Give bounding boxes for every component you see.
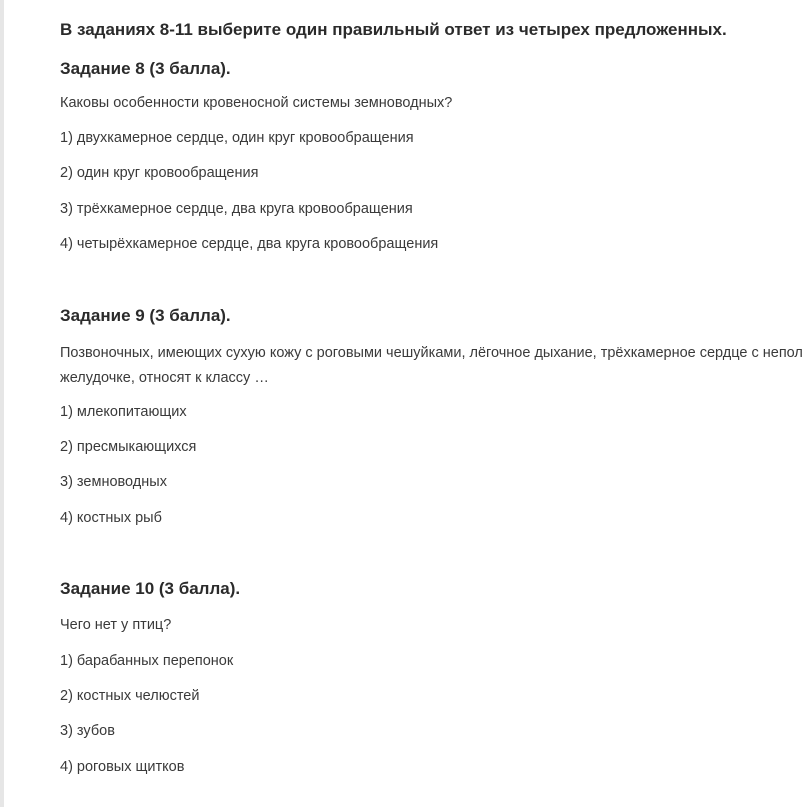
task-10-option-2: 2) костных челюстей [60,688,200,704]
task-9-option-2: 2) пресмыкающихся [60,439,197,455]
task-10-option-1: 1) барабанных перепонок [60,653,234,669]
task-10-option-4: 4) роговых щитков [60,759,185,775]
task-8-option-4: 4) четырёхкамерное сердце, два круга кровообращения [60,236,439,252]
task-9-option-3: 3) земноводных [60,474,167,490]
task-8-title: Задание 8 (3 балла). [60,59,231,78]
page-left-border [0,0,4,807]
task-8-option-2: 2) один круг кровообращения [60,165,259,181]
task-9-question-line-2: желудочке, относят к классу … [60,370,269,386]
task-9-question [60,341,807,391]
task-10-option-3: 3) зубов [60,723,115,739]
task-10-title: Задание 10 (3 балла). [60,579,241,598]
task-8-option-1: 1) двухкамерное сердце, один круг кровообращения [60,130,414,146]
instructions-heading: В заданиях 8-11 выберите один правильный ответ из четырех предложенных. [60,20,727,39]
task-9-option-1: 1) млекопитающих [60,404,187,420]
task-9-option-4: 4) костных рыб [60,510,162,526]
task-10-question: Чего нет у птиц? [60,617,172,633]
task-9-question-line-1: Позвоночных, имеющих сухую кожу с роговыми чешуйками, лёгочное дыхание, трёхкамерное сердце с непол [60,345,803,361]
task-8-option-3: 3) трёхкамерное сердце, два круга кровообращения [60,201,413,217]
task-9-title: Задание 9 (3 балла). [60,306,231,325]
task-8-question: Каковы особенности кровеносной системы земноводных? [60,95,453,111]
